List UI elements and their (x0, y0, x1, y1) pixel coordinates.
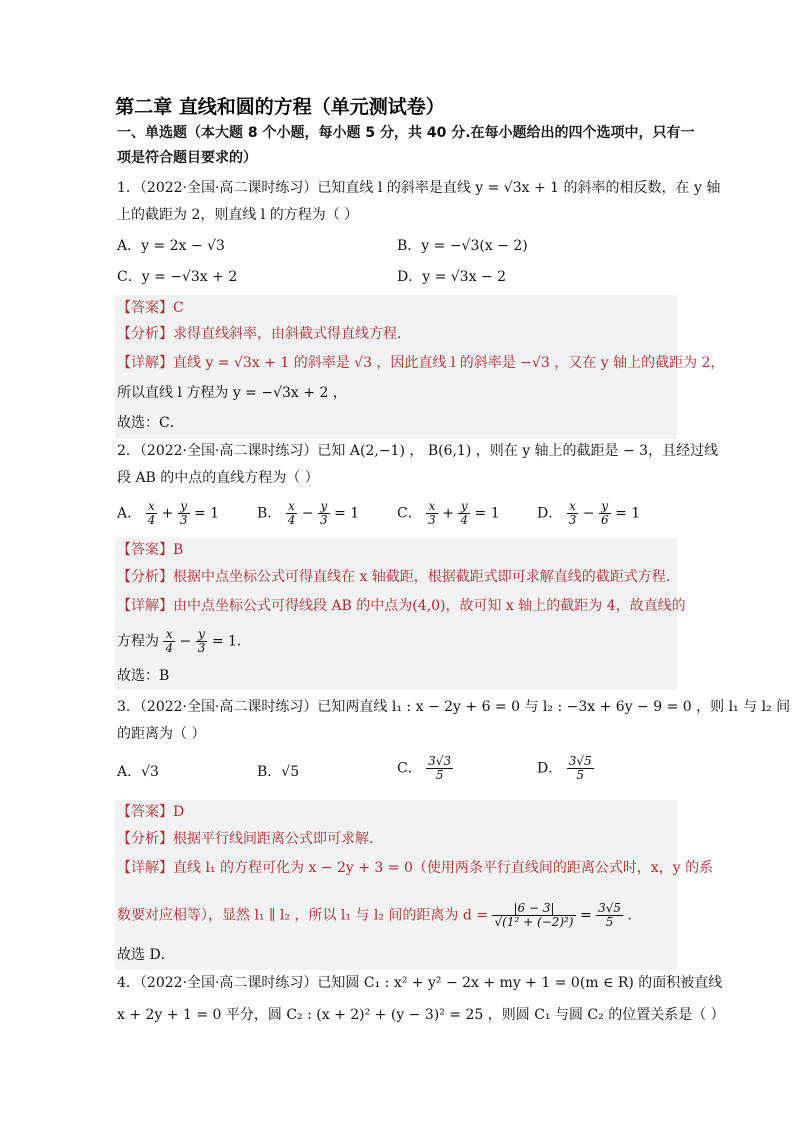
q3-detail-line2: 数要对应相等），显然 l₁ ∥ l₂ ，所以 l₁ 与 l₂ 间的距离为 d = $\frac{|6 - 3|}{\text{√(1² + (−2)²)}}$ = $\frac{3√5}{5}$ ． (117, 901, 642, 929)
q2-option-b: B． $\frac{x}{4}$ − $\frac{y}{3}$ = 1 (257, 499, 360, 527)
section-heading-line2: 项是符合题目要求的） (117, 150, 257, 166)
q1-option-c: C．y = −√3x + 2 (117, 269, 238, 285)
q2-answer: 【答案】B (117, 542, 184, 558)
page-title: 第二章 直线和圆的方程（单元测试卷） (115, 96, 445, 118)
q3-solution-block (115, 800, 677, 970)
q1-choice: 故选：C． (117, 415, 184, 431)
q1-analysis: 【分析】求得直线斜率，由斜截式得直线方程． (117, 326, 411, 342)
q1-stem-line2: 上的截距为 2，则直线 l 的方程为（ ） (117, 207, 359, 223)
q2-option-c: C． $\frac{x}{3}$ + $\frac{y}{4}$ = 1 (397, 499, 500, 527)
q1-answer: 【答案】C (117, 300, 184, 316)
section-heading-line1: 一、单选题（本大题 8 个小题，每小题 5 分，共 40 分.在每小题给出的四个选项中，只有一 (117, 125, 695, 141)
q3-option-a: A．√3 (117, 764, 159, 780)
q2-option-a: A． $\frac{x}{4}$ + $\frac{y}{3}$ = 1 (117, 499, 220, 527)
q3-option-d: D． $\frac{3√5}{5}$ (537, 754, 592, 782)
q2-detail-line1: 【详解】由中点坐标公式可得线段 AB 的中点为(4,0)，故可知 x 轴上的截距为 4，故直线的 (117, 598, 686, 614)
q3-option-c: C． $\frac{3√3}{5}$ (397, 754, 452, 782)
q2-stem-line2: 段 AB 的中点的直线方程为（ ） (117, 470, 319, 486)
q1-detail-line1: 【详解】直线 y = √3x + 1 的斜率是 √3 ，因此直线 l 的斜率是 −√3 ，又在 y 轴上的截距为 2， (117, 355, 725, 371)
q1-stem-line1: 1．（2022·全国·高二课时练习）已知直线 l 的斜率是直线 y = √3x + 1 的斜率的相反数，在 y 轴 (117, 180, 721, 196)
q2-stem-line1: 2．（2022·全国·高二课时练习）已知 A(2,−1) ， B(6,1) ，则在 y 轴上的截距是 − 3，且经过线 (117, 443, 719, 459)
q2-option-d: D． $\frac{x}{3}$ − $\frac{y}{6}$ = 1 (537, 499, 641, 527)
q1-option-b: B．y = −√3(x − 2) (397, 238, 528, 254)
q3-analysis: 【分析】根据平行线间距离公式即可求解． (117, 831, 383, 847)
q1-detail-line2: 所以直线 l 方程为 y = −√3x + 2 ， (117, 385, 347, 401)
q4-stem-line2: x + 2y + 1 = 0 平分，圆 C₂ : (x + 2)² + (y − 3)² = 25 ，则圆 C₁ 与圆 C₂ 的位置关系是（ ） (117, 1007, 725, 1023)
q2-choice: 故选：B (117, 668, 170, 684)
q3-stem-line2: 的距离为（ ） (117, 726, 206, 742)
q3-answer: 【答案】D (117, 804, 185, 820)
q2-detail-line2: 方程为 $\frac{x}{4}$ − $\frac{y}{3}$ = 1． (117, 627, 251, 655)
q3-detail-line1: 【详解】直线 l₁ 的方程可化为 x − 2y + 3 = 0（使用两条平行直线间的距离公式时，x，y 的系 (117, 860, 714, 876)
q3-choice: 故选 D． (117, 947, 175, 963)
q3-option-b: B．√5 (257, 764, 300, 780)
q2-analysis: 【分析】根据中点坐标公式可得直线在 x 轴截距，根据截距式即可求解直线的截距式方程． (117, 569, 680, 585)
q3-stem-line1: 3．（2022·全国·高二课时练习）已知两直线 l₁ : x − 2y + 6 = 0 与 l₂ : −3x + 6y − 9 = 0 ，则 l₁ 与 l₂ 间 (117, 699, 791, 715)
q1-option-a: A．y = 2x − √3 (117, 238, 225, 254)
q1-option-d: D．y = √3x − 2 (397, 269, 507, 285)
q4-stem-line1: 4．（2022·全国·高二课时练习）已知圆 C₁ : x² + y² − 2x + my + 1 = 0(m ∈ R) 的面积被直线 (117, 975, 723, 991)
